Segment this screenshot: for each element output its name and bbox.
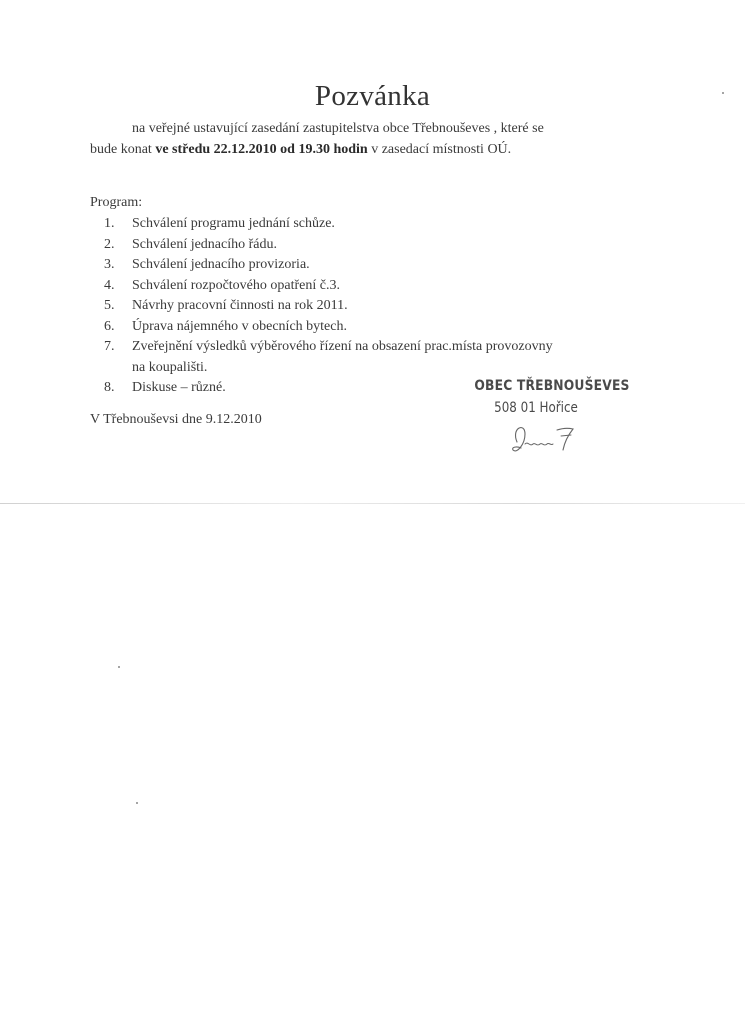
place-and-date: V Třebnouševsi dne 9.12.2010	[90, 412, 262, 427]
stamp-address: 508 01 Hořice	[494, 400, 578, 416]
program-item	[104, 317, 564, 338]
program-item	[104, 296, 564, 317]
program-item-number: 8.	[104, 380, 115, 395]
program-item-text: Schválení jednacího řádu.	[132, 236, 278, 252]
invitation-intro	[90, 118, 630, 160]
program-item	[104, 337, 564, 378]
program-item-number: 6.	[104, 318, 115, 334]
stamp-name: OBEC TŘEBNOUŠEVES	[474, 378, 630, 394]
program-item	[104, 255, 564, 276]
program-item-text: Diskuse – různé.	[132, 380, 226, 395]
document-title: Pozvánka	[314, 80, 431, 112]
program-item-number: 3.	[104, 257, 115, 272]
program-item	[104, 214, 564, 235]
program-heading: Program:	[90, 195, 143, 210]
intro-line-2-suffix: v zasedací místnosti OÚ.	[367, 142, 512, 157]
program-item-number: 2.	[104, 236, 115, 252]
program-item-text: Schválení rozpočtového opatření č.3.	[132, 277, 340, 293]
handwritten-signature	[503, 420, 583, 460]
scan-fold-line	[0, 503, 745, 504]
intro-line-2-prefix: bude konat	[90, 142, 156, 157]
program-item	[104, 235, 564, 256]
program-list	[104, 214, 564, 399]
program-item-number: 4.	[104, 277, 115, 293]
program-item-number: 1.	[104, 216, 115, 231]
program-item-text: Úprava nájemného v obecních bytech.	[132, 318, 347, 334]
scan-speck	[118, 666, 120, 668]
municipal-stamp	[466, 378, 630, 416]
program-item	[104, 276, 564, 297]
scan-speck	[722, 92, 724, 94]
scan-speck	[136, 802, 138, 804]
program-item-number: 7.	[104, 339, 115, 354]
program-item-text: Návrhy pracovní činnosti na rok 2011.	[132, 298, 348, 313]
program-item-number: 5.	[104, 298, 115, 313]
program-item-text: Zveřejnění výsledků výběrového řízení na obsazení prac.místa provozovny na koupališti.	[132, 339, 553, 375]
meeting-date-time: ve středu 22.12.2010 od 19.30 hodin	[155, 142, 368, 157]
program-item-text: Schválení jednacího provizoria.	[132, 257, 310, 272]
intro-line-1: na veřejné ustavující zasedání zastupitelstva obce Třebnouševes , které se	[132, 121, 544, 136]
program-item-text: Schválení programu jednání schůze.	[132, 216, 335, 231]
